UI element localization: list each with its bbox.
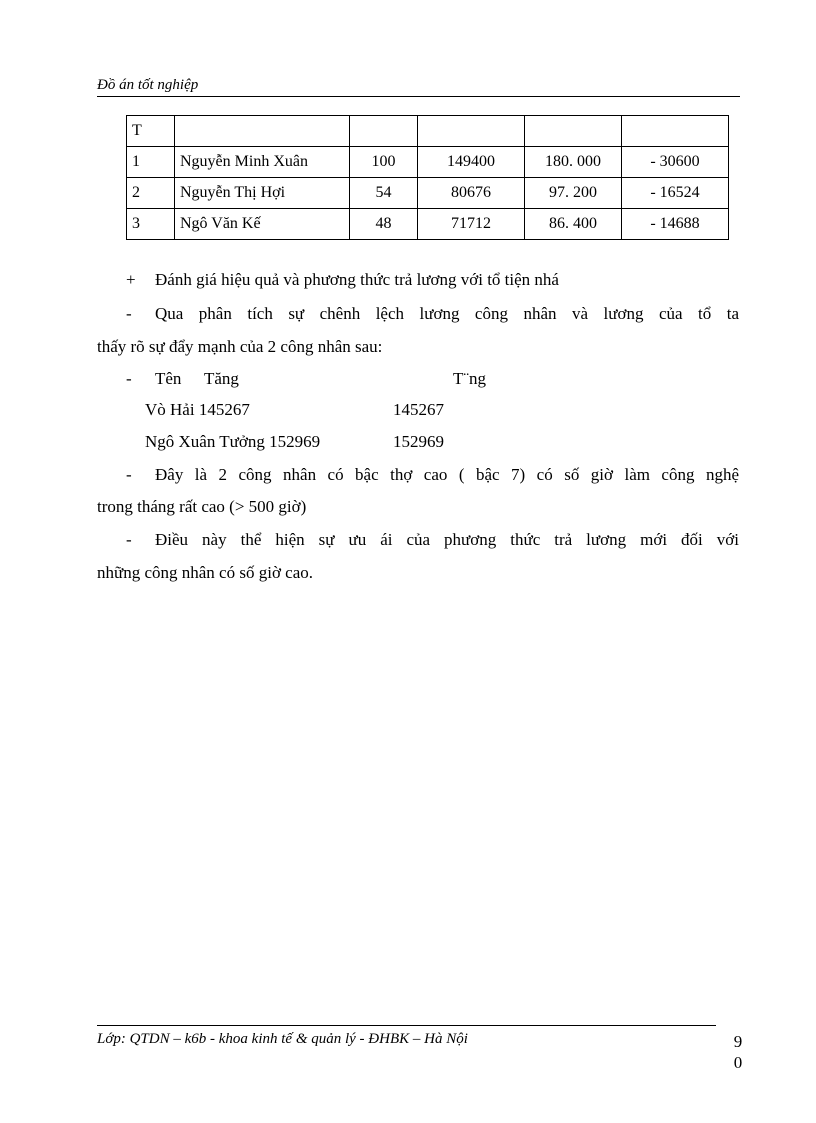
table-cell: T [127, 116, 175, 147]
table-row [127, 147, 729, 178]
table-cell: 149400 [418, 147, 525, 178]
document-header-title: Đồ án tốt nghiệp [97, 77, 199, 93]
worker-value: 152969 [393, 432, 444, 451]
table-cell: 97. 200 [525, 178, 622, 209]
table-cell: 1 [127, 147, 175, 178]
table-cell: 71712 [418, 209, 525, 240]
table-cell: 100 [350, 147, 418, 178]
column-label-total: T¨ng [453, 369, 487, 388]
table-cell: - 16524 [622, 178, 729, 209]
table-cell: Nguyễn Thị Hợi [175, 178, 350, 209]
column-label-increase: Tăng [204, 369, 239, 388]
worker-name: Ngô Xuân Tưởng 152969 [145, 432, 321, 451]
table-row [127, 116, 729, 147]
paragraph-text: những công nhân có số giờ cao. [97, 563, 314, 582]
table-row [127, 178, 729, 209]
worker-name: Vò Hải 145267 [145, 400, 250, 419]
footer-divider [97, 1025, 716, 1026]
table-cell [622, 116, 729, 147]
bullet-dash: - [126, 530, 132, 549]
table-cell [350, 116, 418, 147]
table-cell: 3 [127, 209, 175, 240]
table-cell: 48 [350, 209, 418, 240]
paragraph-text: Đây là 2 công nhân có bậc thợ cao ( bậc 7) có số giờ làm công nghệ [155, 465, 739, 484]
page-number-digit: 0 [733, 1053, 743, 1072]
bullet-dash: - [126, 465, 132, 484]
table-cell: 2 [127, 178, 175, 209]
table-cell: 86. 400 [525, 209, 622, 240]
table-cell [418, 116, 525, 147]
table-cell: 54 [350, 178, 418, 209]
salary-comparison-table [126, 115, 729, 240]
bullet-plus: + [126, 270, 136, 289]
worker-value: 145267 [393, 400, 444, 419]
paragraph-text: Điều này thể hiện sự ưu ái của phương thức trả lương mới đối với [155, 530, 739, 549]
table-cell: Ngô Văn Kế [175, 209, 350, 240]
paragraph-text: Qua phân tích sự chênh lệch lương công nhân và lương của tổ ta [155, 304, 739, 323]
paragraph-text: thấy rõ sự đẩy mạnh của 2 công nhân sau: [97, 337, 383, 356]
bullet-dash: - [126, 369, 132, 388]
header-divider [97, 96, 740, 97]
bullet-dash: - [126, 304, 132, 323]
table-cell: - 14688 [622, 209, 729, 240]
table-cell: 180. 000 [525, 147, 622, 178]
page-number [730, 1031, 746, 1073]
footer-text: Lớp: QTDN – k6b - khoa kinh tế & quản lý - ĐHBK – Hà Nội [97, 1031, 468, 1047]
paragraph-text: Đánh giá hiệu quả và phương thức trả lương với tổ tiện nhá [155, 270, 559, 289]
table-cell: 80676 [418, 178, 525, 209]
paragraph-text: trong tháng rất cao (> 500 giờ) [97, 497, 307, 516]
table-row [127, 209, 729, 240]
table-cell: - 30600 [622, 147, 729, 178]
table-cell [175, 116, 350, 147]
page-number-digit: 9 [733, 1032, 743, 1051]
column-label-name: Tên [155, 369, 182, 388]
table-cell [525, 116, 622, 147]
table-cell: Nguyễn Minh Xuân [175, 147, 350, 178]
